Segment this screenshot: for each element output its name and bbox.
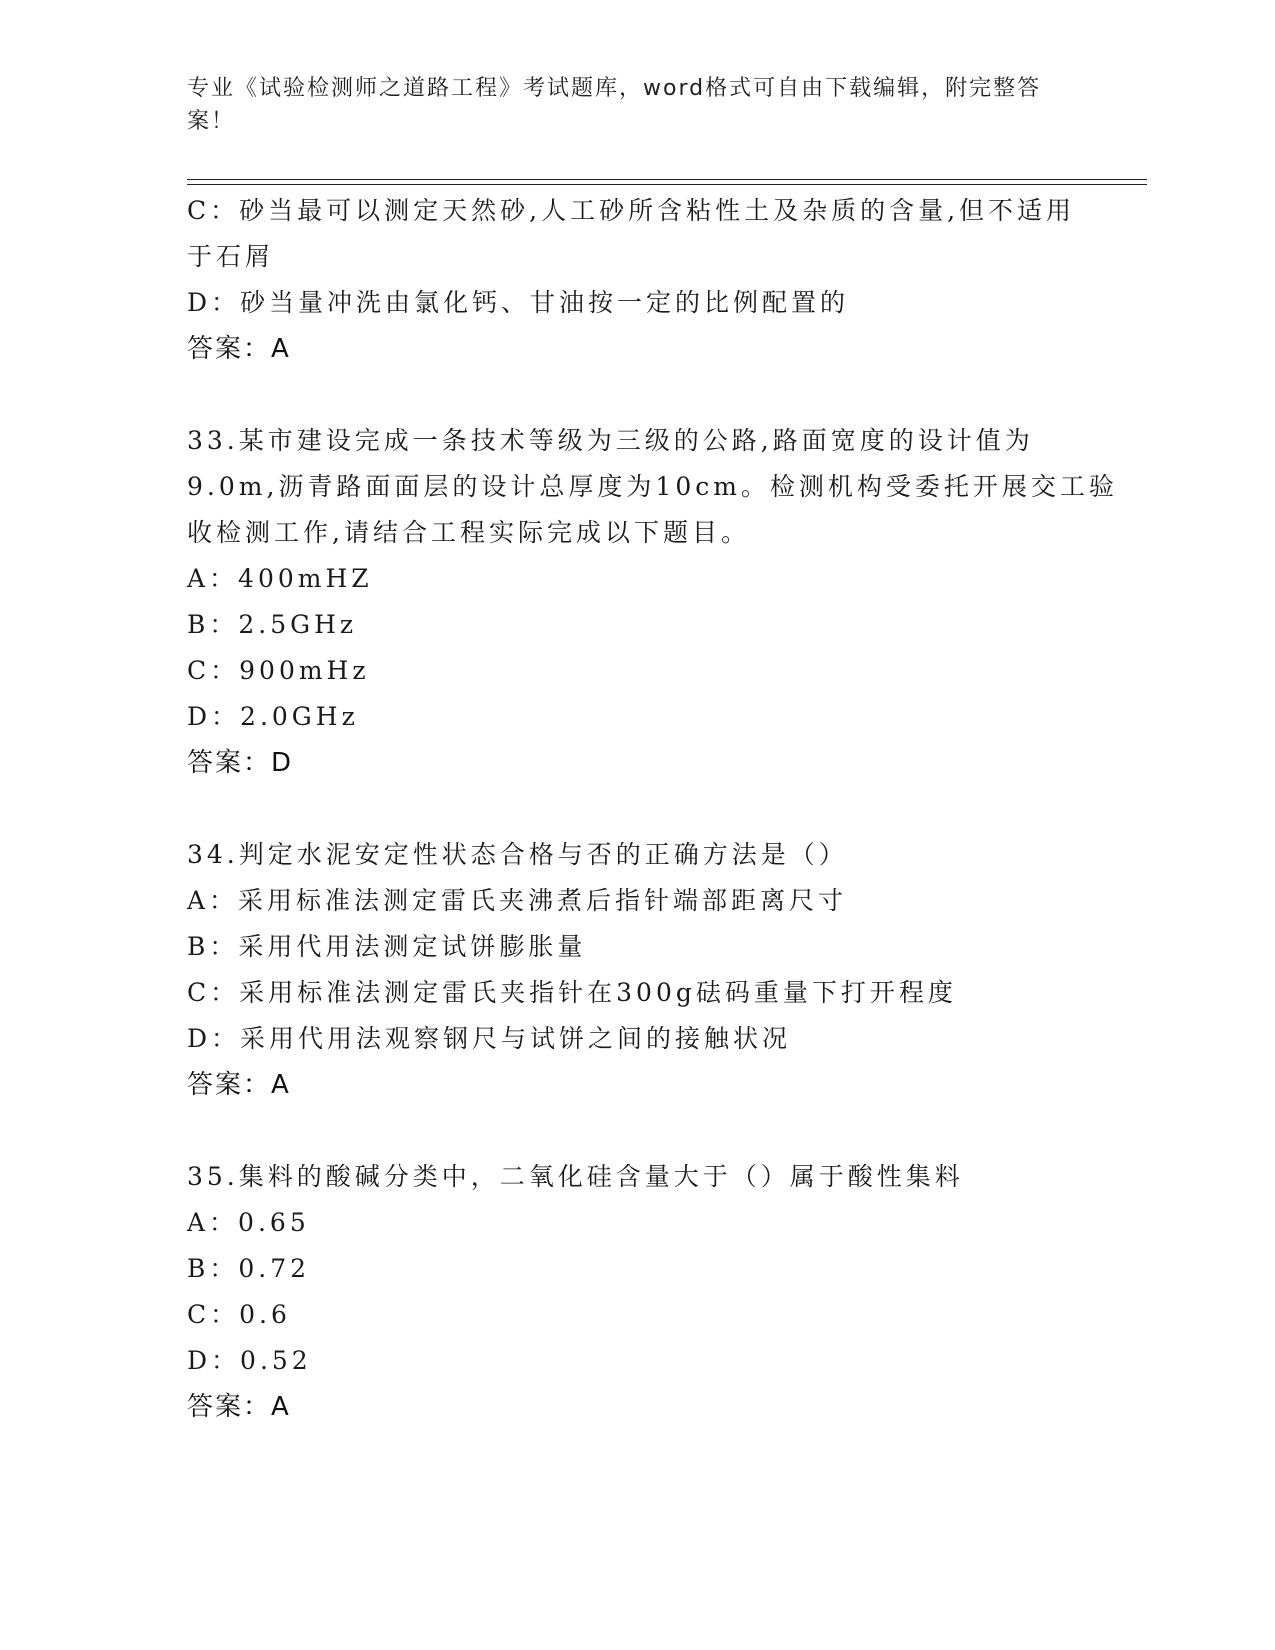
header-line-1: 专业《试验检测师之道路工程》考试题库，word格式可自由下载编辑，附完整答 <box>187 76 1042 101</box>
q34-stem: 34.判定水泥安定性状态合格与否的正确方法是（） <box>187 840 848 869</box>
q35-answer: 答案：A <box>187 1392 291 1422</box>
q34-answer: 答案：A <box>187 1070 291 1100</box>
q33-stem-line-3: 收检测工作,请结合工程实际完成以下题目。 <box>187 518 750 547</box>
q35-stem: 35.集料的酸碱分类中，二氧化硅含量大于（）属于酸性集料 <box>187 1162 964 1191</box>
question-list <box>187 188 1118 1430</box>
q33-option-a: A：400mHZ <box>187 564 373 593</box>
q32-answer: 答案：A <box>187 334 291 364</box>
q34-option-a: A：采用标准法测定雷氏夹沸煮后指针端部距离尺寸 <box>187 886 848 915</box>
q35-option-a: A：0.65 <box>187 1208 310 1237</box>
q32-option-c-line-2: 于石屑 <box>187 242 275 271</box>
question-33 <box>187 418 1118 786</box>
header-line-2: 案！ <box>187 109 236 134</box>
document-header <box>187 72 1067 138</box>
question-35 <box>187 1154 1087 1430</box>
q33-option-b: B：2.5GHz <box>187 610 358 639</box>
q33-option-c: C：900mHz <box>187 656 370 685</box>
q32-option-c-line-1: C：砂当最可以测定天然砂,人工砂所含粘性土及杂质的含量,但不适用 <box>187 196 1076 225</box>
question-34 <box>187 832 1087 1108</box>
header-divider-bottom <box>187 184 1147 185</box>
header-divider-top <box>187 179 1147 180</box>
q33-answer: 答案：D <box>187 748 294 778</box>
q34-option-c: C：采用标准法测定雷氏夹指针在300g砝码重量下打开程度 <box>187 978 957 1007</box>
spacer <box>187 1108 1087 1154</box>
q35-option-b: B：0.72 <box>187 1254 311 1283</box>
spacer <box>187 786 1087 832</box>
q33-option-d: D：2.0GHz <box>187 702 359 731</box>
question-32 <box>187 188 1087 372</box>
q34-option-d: D：采用代用法观察钢尺与试饼之间的接触状况 <box>187 1024 792 1053</box>
q34-option-b: B：采用代用法测定试饼膨胀量 <box>187 932 587 961</box>
spacer <box>187 372 1087 418</box>
q32-option-d: D：砂当量冲洗由氯化钙、甘油按一定的比例配置的 <box>187 288 850 317</box>
q35-option-c: C：0.6 <box>187 1300 291 1329</box>
q35-option-d: D：0.52 <box>187 1346 312 1375</box>
q33-stem-line-2: 9.0m,沥青路面面层的设计总厚度为10cm。检测机构受委托开展交工验 <box>187 472 1118 501</box>
q33-stem-line-1: 33.某市建设完成一条技术等级为三级的公路,路面宽度的设计值为 <box>187 426 1034 455</box>
